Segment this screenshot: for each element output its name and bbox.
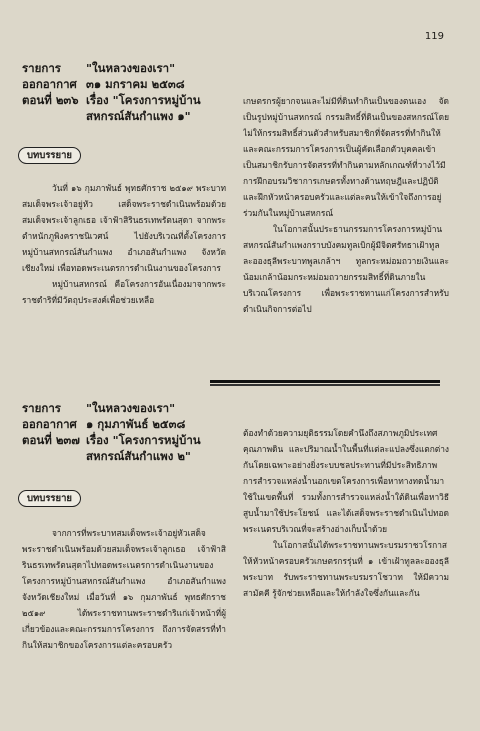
paragraph: วันที่ ๑๖ กุมภาพันธ์ พุทธศักราช ๒๕๑๙ พระบาทสมเด็จพระเจ้าอยู่หัว เสด็จพระราชดำเนินพร้อมด้วยสมเด็จพระเจ้าลูกเธอ เจ้าฟ้าสิรินธรเทพรัตนสุดา จากพระตำหนักภูพิงคราชนิเวศน์ ไปยังบริเวณที่ตั้งโครงการหมู่บ้านสหกรณ์สันกำแพง อำเภอสันกำแพง จังหวัดเชียงใหม่ เพื่อทอดพระเนตรการดำเนินงานของโครงการ: [22, 183, 226, 273]
text-column-right: [243, 93, 449, 373]
header-label-program: รายการ: [22, 61, 61, 75]
article-237: [0, 400, 480, 730]
text-column-left: [22, 525, 226, 730]
header-title-continued: สหกรณ์สันกำแพง ๒": [86, 449, 191, 463]
header-label-program: รายการ: [22, 401, 61, 415]
section-divider: [210, 380, 440, 383]
header-label-broadcast: ออกอากาศ: [22, 77, 77, 91]
paragraph: ในโอกาสนั้นประธานกรรมการโครงการหมู่บ้านสหกรณ์สันกำแพงกราบบังคมทูลเบิกผู้มีจิตศรัทธาเฝ้าทูลละอองธุลีพระบาทพูลเกล้าฯ ทูลกระหม่อมถวายเงินและน้อมเกล้าน้อมกระหม่อมถวายกรรมสิทธิ์ที่ดินภายในบริเวณโครงการ เพื่อพระราชทานแก่โครงการสำหรับดำเนินกิจการต่อไป: [243, 224, 449, 314]
header-value-date: ๓๑ มกราคม ๒๕๓๘: [86, 77, 185, 91]
paragraph: ต้องทำด้วยความยุติธรรมโดยคำนึงถึงสภาพภูมิประเทศ คุณภาพดิน และปริมาณน้ำในพื้นที่แต่ละแปลงซึ่งแตกต่างกันโดยเฉพาะอย่างยิ่งระบบชลประทานที่มีประสิทธิภาพ การสำรวจแหล่งน้ำนอกเขตโครงการเพื่อหาทางทดน้ำมาใช้ในเขตพื้นที่ รวมทั้งการสำรวจแหล่งน้ำใต้ดินเพื่อหาวิธีสูบน้ำมาใช้ประโยชน์ และได้เสด็จพระราชดำเนินไปทอดพระเนตรบริเวณที่จะสร้างอ่างเก็บน้ำด้วย: [243, 428, 449, 534]
header-value-program: "ในหลวงของเรา": [86, 401, 176, 415]
text-column-left: [22, 180, 226, 372]
text-column-right: [243, 425, 449, 730]
header-label-episode: ตอนที่ ๒๓๖: [22, 93, 79, 107]
narration-tag: บทบรรยาย: [18, 490, 81, 507]
section-divider-thin: [210, 384, 440, 386]
header-label-broadcast: ออกอากาศ: [22, 417, 77, 431]
header-value-program: "ในหลวงของเรา": [86, 61, 176, 75]
header-value-title: เรื่อง "โครงการหมู่บ้าน: [86, 433, 201, 447]
page-number: 119: [424, 31, 444, 42]
paragraph: เกษตรกรผู้ยากจนและไม่มีที่ดินทำกินเป็นของตนเอง จัดเป็นรูปหมู่บ้านสหกรณ์ กรรมสิทธิ์ที่ดินเป็นของสหกรณ์โดยไม่ให้กรรมสิทธิ์ส่วนตัวสำหรับสมาชิกที่จัดสรรที่ทำกินให้ และคณะกรรมการโครงการเป็นผู้คัดเลือกตัวบุคคลเข้าเป็นสมาชิกรับการจัดสรรที่ทำกินตามหลักเกณฑ์ที่วางไว้มีการฝึกอบรมวิชาการเกษตรทั้งทางด้านทฤษฎีและปฏิบัติและฝึกหัวหน้าครอบครัวและแต่ละคนให้เข้าใจถึงการอยู่ร่วมกันในหมู่บ้านสหกรณ์: [243, 96, 449, 218]
paragraph: หมู่บ้านสหกรณ์ คือโครงการอันเนื่องมาจากพระราชดำริที่มีวัตถุประสงค์เพื่อช่วยเหลือ: [22, 279, 226, 305]
header-title-continued: สหกรณ์สันกำแพง ๑": [86, 109, 191, 123]
narration-tag: บทบรรยาย: [18, 147, 81, 164]
article-236: [0, 60, 480, 370]
header-label-episode: ตอนที่ ๒๓๗: [22, 433, 80, 447]
paragraph: ในโอกาสนั้นได้พระราชทานพระบรมราชวโรกาสให้หัวหน้าครอบครัวเกษตรกรรุ่นที่ ๑ เข้าเฝ้าทูลละอองธุลีพระบาท รับพระราชทานพระบรมราโชวาท ให้มีความสามัคคี รู้จักช่วยเหลือและให้กำลังใจซึ่งกันและกัน: [243, 540, 449, 598]
header-value-date: ๑ กุมภาพันธ์ ๒๕๓๘: [86, 417, 186, 431]
paragraph: จากการที่พระบาทสมเด็จพระเจ้าอยู่หัวเสด็จพระราชดำเนินพร้อมด้วยสมเด็จพระเจ้าลูกเธอ เจ้าฟ้าสิรินธรเทพรัตนสุดาไปทอดพระเนตรการดำเนินงานของโครงการหมู่บ้านสหกรณ์สันกำแพง อำเภอสันกำแพง จังหวัดเชียงใหม่ เมื่อวันที่ ๑๖ กุมภาพันธ์ พุทธศักราช ๒๕๑๙ ได้พระราชทานพระราชดำริแก่เจ้าหน้าที่ผู้เกี่ยวข้องและคณะกรรมการโครงการ ถึงการจัดสรรที่ทำกินให้สมาชิกของโครงการแต่ละครอบครัว: [22, 528, 226, 650]
header-value-title: เรื่อง "โครงการหมู่บ้าน: [86, 93, 201, 107]
